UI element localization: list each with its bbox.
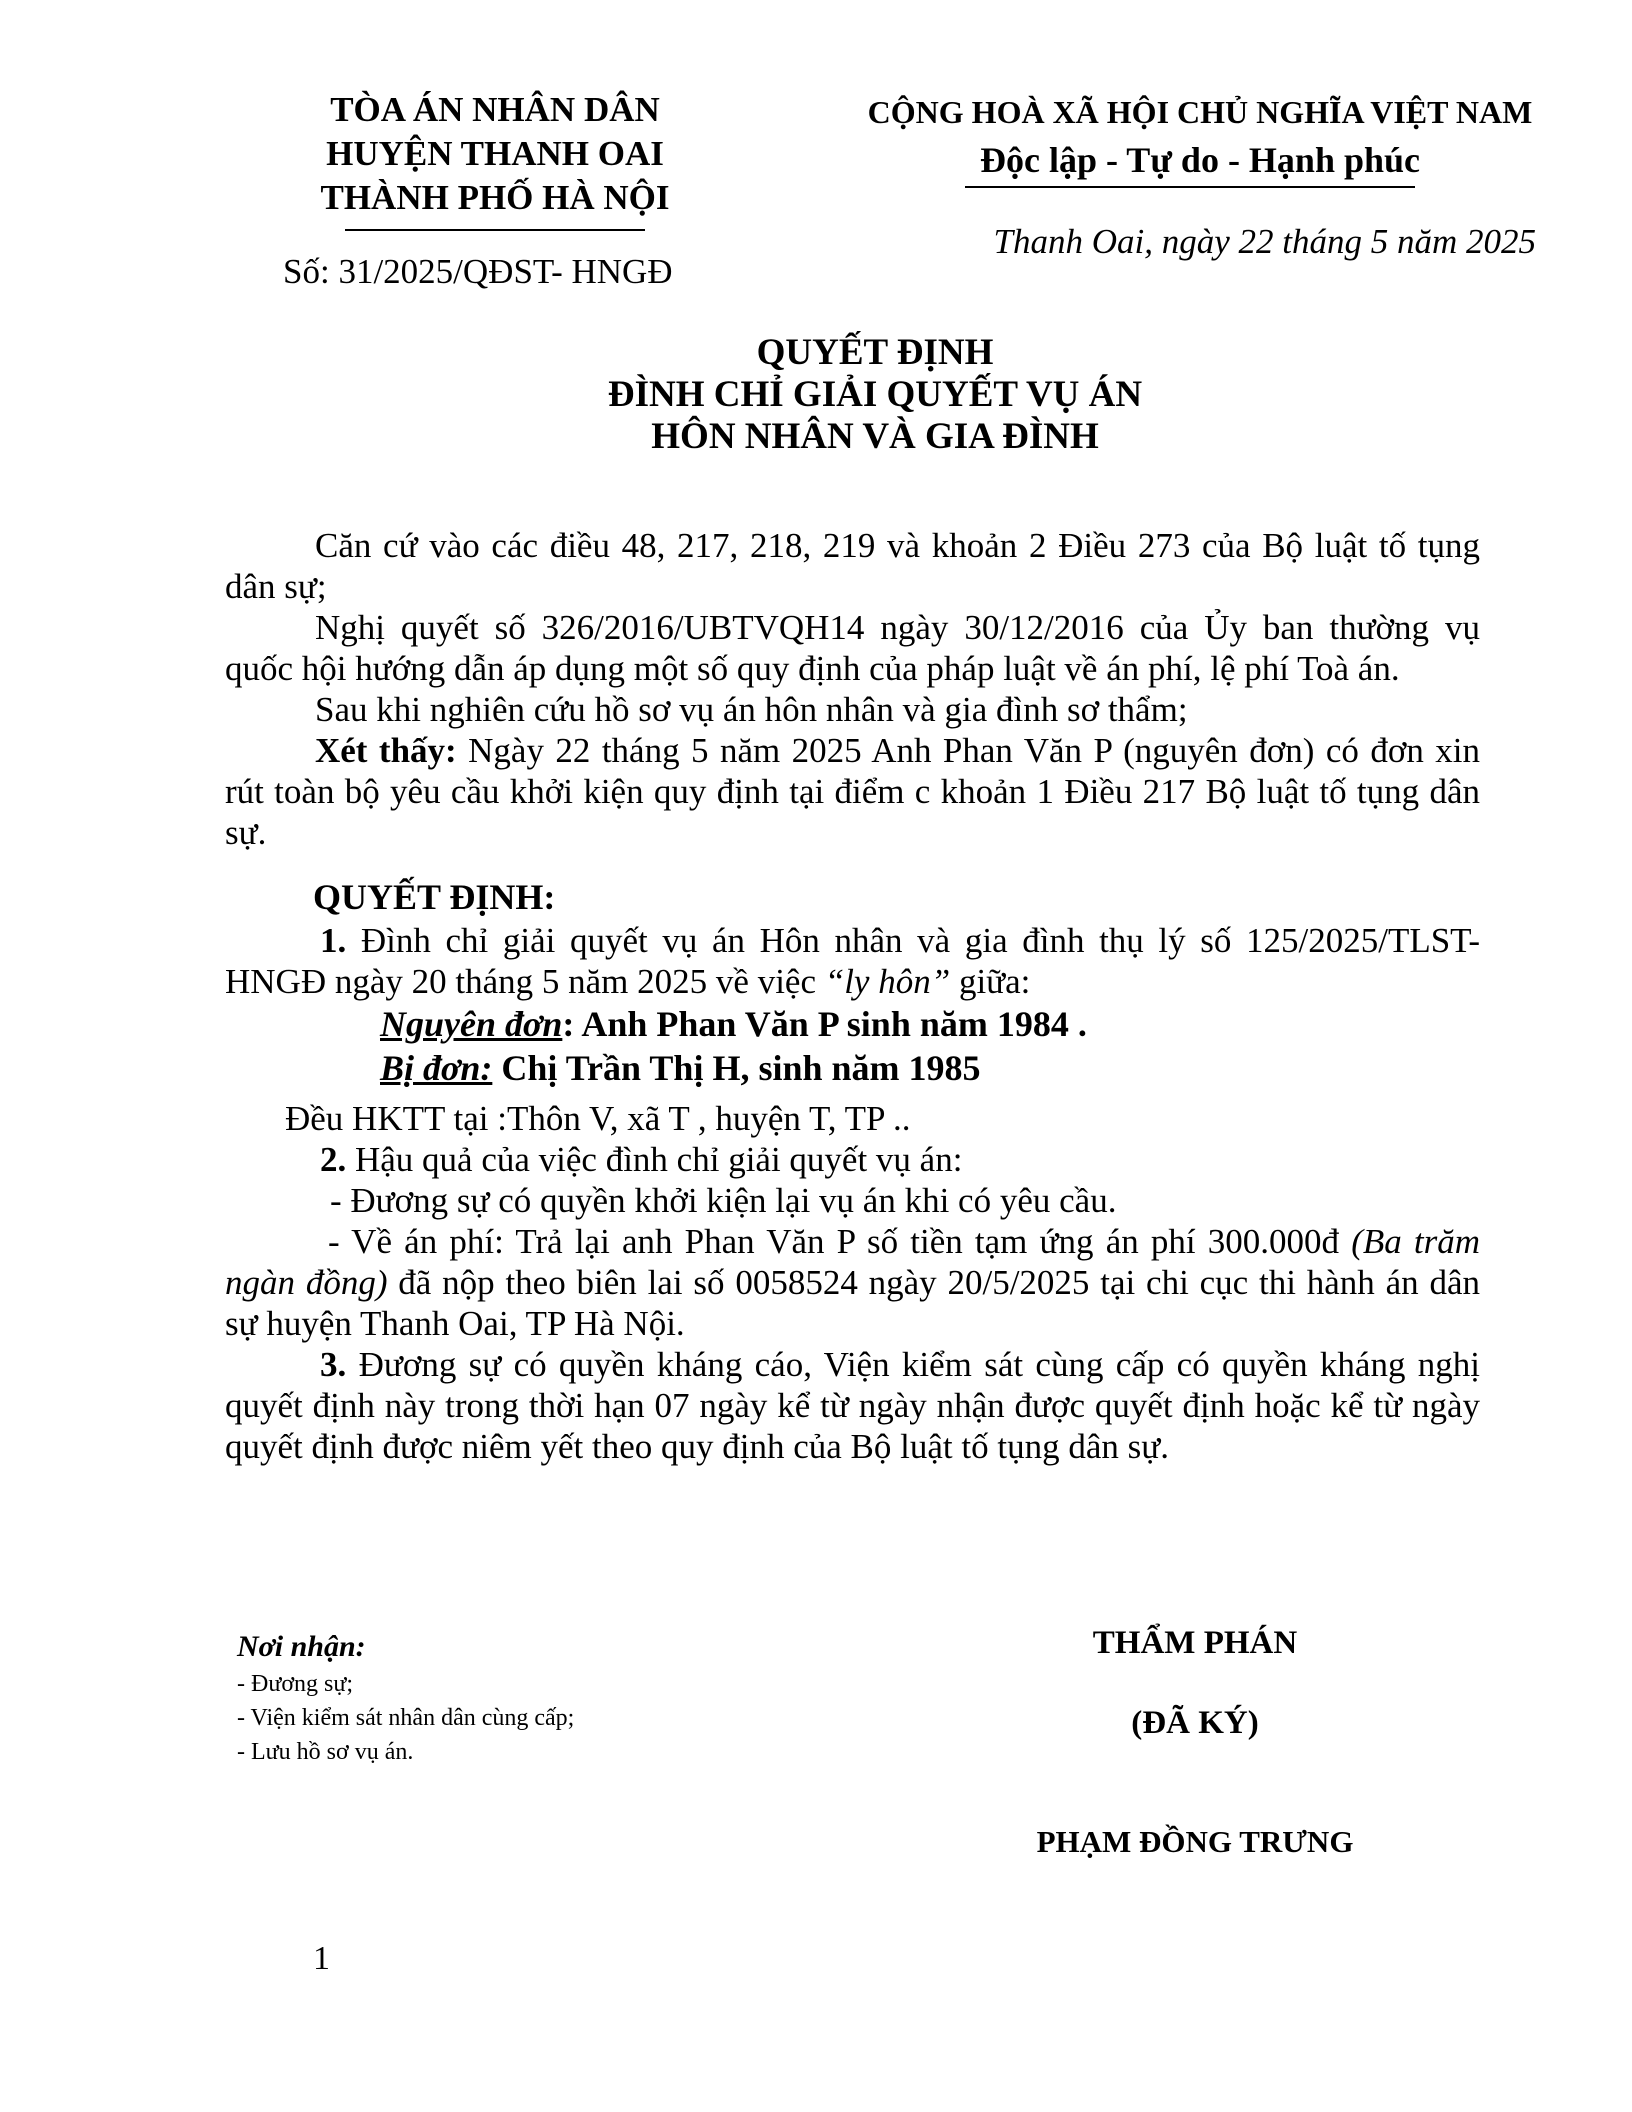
header-right-divider: [965, 186, 1415, 188]
plaintiff-line: [225, 1002, 1480, 1046]
court-name-block: [250, 88, 740, 220]
item-1-text-a: Đình chỉ giải quyết vụ án Hôn nhân và gia đình thụ lý số 125/2025/TLST-HNGĐ ngày 20 tháng 5 năm 2025 về việc: [225, 921, 1480, 1001]
title-line-3: HÔN NHÂN VÀ GIA ĐÌNH: [651, 416, 1099, 457]
defendant-line: [225, 1046, 1480, 1090]
findings-text: Ngày 22 tháng 5 năm 2025 Anh Phan Văn P (nguyên đơn) có đơn xin rút toàn bộ yêu cầu khởi kiện quy định tại điểm c khoản 1 Điều 217 Bộ luật tố tụng dân sự.: [225, 731, 1480, 852]
signed-mark: (ĐÃ KÝ): [1131, 1705, 1259, 1741]
item-1-text-b: giữa:: [950, 962, 1031, 1001]
defendant-label: Bị đơn:: [380, 1048, 493, 1088]
recipients-block: [237, 1627, 757, 1769]
court-fee-text-a: - Về án phí: Trả lại anh Phan Văn P số tiền tạm ứng án phí 300.000đ: [328, 1222, 1352, 1261]
spacer: [225, 853, 1480, 877]
document-title: [300, 332, 1450, 458]
header-left-divider: [345, 229, 645, 231]
national-motto: Độc lập - Tự do - Hạnh phúc: [979, 140, 1421, 180]
signer-name: PHẠM ĐỒNG TRƯNG: [1036, 1824, 1354, 1859]
court-district-line: HUYỆN THANH OAI: [326, 134, 664, 173]
findings-label: Xét thấy:: [315, 731, 457, 770]
item-2-text: Hậu quả của việc đình chỉ giải quyết vụ án:: [346, 1140, 963, 1179]
item-3-text: Đương sự có quyền kháng cáo, Viện kiểm sát cùng cấp có quyền kháng nghị quyết định này trong thời hạn 07 ngày kể từ ngày nhận được quyết định hoặc kể từ ngày quyết định được niêm yết theo quy định của Bộ luật tố tụng dân sự.: [225, 1345, 1480, 1466]
right-to-resue-line: - Đương sự có quyền khởi kiện lại vụ án khi có yêu cầu.: [330, 1181, 1117, 1220]
resolution-paragraph: Nghị quyết số 326/2016/UBTVQH14 ngày 30/12/2016 của Ủy ban thường vụ quốc hội hướng dẫn áp dụng một số quy định của pháp luật về án phí, lệ phí Toà án.: [225, 608, 1480, 688]
decision-item-3: [225, 1344, 1480, 1467]
page-number: 1: [313, 1940, 330, 1977]
recipient-item: - Đương sự;: [237, 1671, 354, 1697]
court-fee-text-b: đã nộp theo biên lai số 0058524 ngày 20/5/2025 tại chi cục thi hành án dân sự huyện Thanh Oai, TP Hà Nội.: [225, 1263, 1480, 1343]
item-3-number: 3.: [320, 1345, 347, 1384]
item-2-number: 2.: [320, 1140, 347, 1179]
address-line: Đều HKTT tại :Thôn V, xã T , huyện T, TP ..: [285, 1099, 911, 1138]
findings-paragraph: [225, 730, 1480, 853]
place-date-line: Thanh Oai, ngày 22 tháng 5 năm 2025: [993, 222, 1536, 261]
national-header-block: [850, 88, 1550, 184]
title-line-1: QUYẾT ĐỊNH: [756, 332, 994, 373]
court-city-line: THÀNH PHỐ HÀ NỘI: [320, 178, 670, 217]
recipient-item: - Viện kiểm sát nhân dân cùng cấp;: [237, 1705, 575, 1731]
defendant-value: Chị Trần Thị H, sinh năm 1985: [492, 1048, 981, 1088]
court-fee-amount-words: (Ba trăm ngàn đồng): [225, 1222, 1481, 1302]
plaintiff-value: : Anh Phan Văn P sinh năm 1984 .: [562, 1004, 1087, 1044]
decision-item-1: [225, 920, 1480, 1002]
recipients-title: Nơi nhận:: [237, 1630, 366, 1663]
nation-name: CỘNG HOÀ XÃ HỘI CHỦ NGHĨA VIỆT NAM: [867, 94, 1533, 130]
decision-item-2: [225, 1139, 1480, 1180]
recipient-item: - Lưu hồ sơ vụ án.: [237, 1739, 414, 1765]
court-name-line: TÒA ÁN NHÂN DÂN: [330, 90, 660, 129]
document-body: [225, 525, 1480, 1467]
decision-number: Số: 31/2025/QĐST- HNGĐ: [283, 252, 673, 291]
signer-role: THẨM PHÁN: [1092, 1625, 1298, 1661]
case-type: “ly hôn”: [824, 962, 951, 1001]
decision-heading: QUYẾT ĐỊNH:: [313, 877, 556, 917]
review-paragraph: Sau khi nghiên cứu hồ sơ vụ án hôn nhân và gia đình sơ thẩm;: [315, 690, 1188, 729]
item-1-number: 1.: [320, 921, 347, 960]
legal-basis-paragraph: Căn cứ vào các điều 48, 217, 218, 219 và khoản 2 Điều 273 của Bộ luật tố tụng dân sự;: [225, 526, 1480, 606]
title-line-2: ĐÌNH CHỈ GIẢI QUYẾT VỤ ÁN: [607, 374, 1143, 415]
court-fee-paragraph: [225, 1221, 1480, 1344]
plaintiff-label: Nguyên đơn: [380, 1004, 563, 1044]
